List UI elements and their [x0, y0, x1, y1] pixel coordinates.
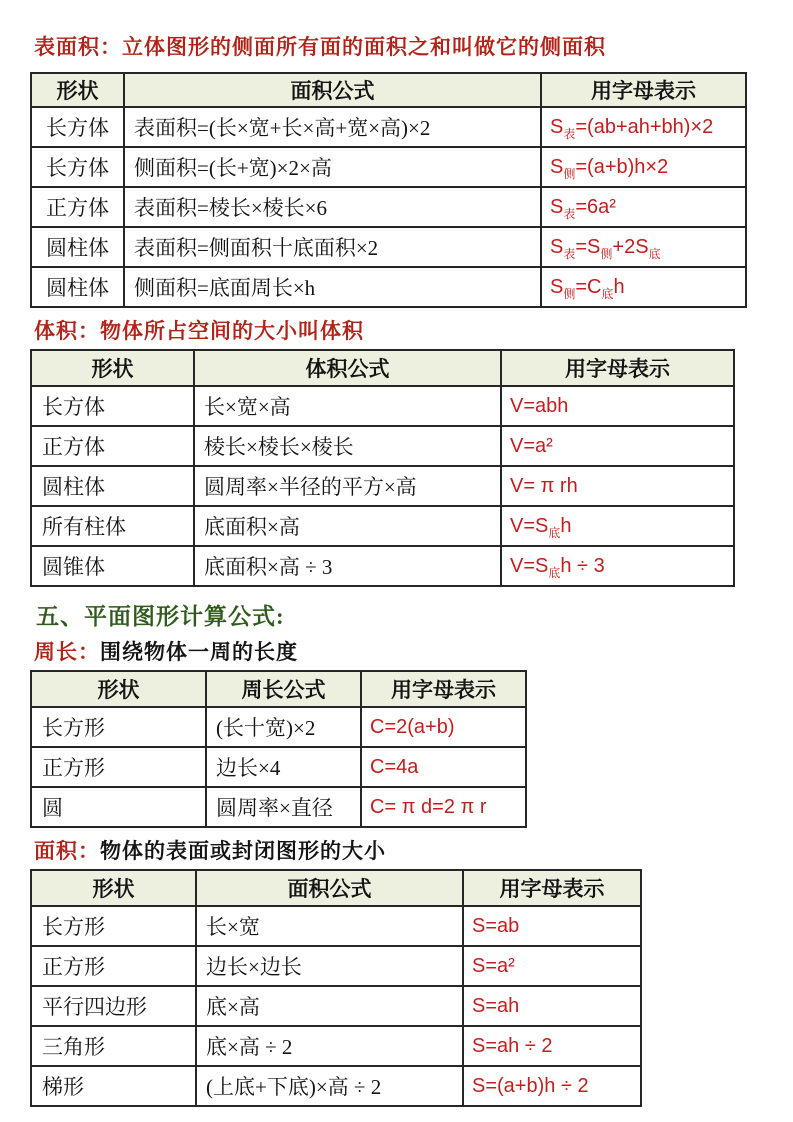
table-row: [31, 906, 641, 946]
column-header-formula: 体积公式: [194, 350, 501, 386]
letter-formula-cell: $S_表=6a^2$: [541, 187, 746, 227]
column-header-shape: 形状: [31, 73, 124, 107]
table-row: [31, 466, 734, 506]
formula-cell: 边长×边长: [196, 946, 463, 986]
letter-formula-cell: $S_表=S_侧+2S_底$: [541, 227, 746, 267]
shape-cell: 圆柱体: [31, 466, 194, 506]
letter-formula-cell: S=ab: [463, 906, 641, 946]
column-header-letters: 用字母表示: [463, 870, 641, 906]
shape-cell: 圆柱体: [31, 227, 124, 267]
shape-cell: 三角形: [31, 1026, 196, 1066]
shape-cell: 正方体: [31, 426, 194, 466]
table-row: [31, 187, 746, 227]
shape-cell: 平行四边形: [31, 986, 196, 1026]
table-row: [31, 747, 526, 787]
section-title-surface-area: [34, 0, 793, 60]
table-row: [31, 267, 746, 307]
formula-cell: 表面积=棱长×棱长×6: [124, 187, 541, 227]
formula-cell: (上底+下底)×高 ÷ 2: [196, 1066, 463, 1106]
shape-cell: 圆锥体: [31, 546, 194, 586]
table-row: [31, 787, 526, 827]
table-row: [31, 227, 746, 267]
table-row: [31, 1066, 641, 1106]
column-header-letters: 用字母表示: [541, 73, 746, 107]
letter-formula-cell: S=a²: [463, 946, 641, 986]
column-header-formula: 周长公式: [206, 671, 361, 707]
formula-cell: 长×宽: [196, 906, 463, 946]
header-row: [31, 350, 734, 386]
column-header-letters: 用字母表示: [501, 350, 734, 386]
formula-cell: 棱长×棱长×棱长: [194, 426, 501, 466]
formula-cell: 底×高 ÷ 2: [196, 1026, 463, 1066]
area-title-label: 面积：: [34, 839, 100, 863]
column-header-formula: 面积公式: [196, 870, 463, 906]
shape-cell: 正方形: [31, 946, 196, 986]
formula-cell: 侧面积=底面周长×h: [124, 267, 541, 307]
shape-cell: 长方形: [31, 707, 206, 747]
letter-formula-cell: V= π rh: [501, 466, 734, 506]
table-row: [31, 1026, 641, 1066]
section-title-area: [34, 838, 793, 864]
letter-formula-cell: S=(a+b)h ÷ 2: [463, 1066, 641, 1106]
shape-cell: 圆: [31, 787, 206, 827]
area-table: [30, 869, 642, 1107]
letter-formula-cell: $V=S_底h \div 3$: [501, 546, 734, 586]
table-row: [31, 506, 734, 546]
perimeter-table: [30, 670, 527, 828]
letter-formula-cell: C=2(a+b): [361, 707, 526, 747]
column-header-shape: 形状: [31, 350, 194, 386]
volume-table: [30, 349, 735, 587]
perimeter-title-label: 周长：: [34, 640, 100, 664]
volume-title-text: 体积：物体所占空间的大小叫体积: [34, 319, 364, 343]
formula-cell: 侧面积=(长+宽)×2×高: [124, 147, 541, 187]
section-title-volume: [34, 318, 793, 344]
shape-cell: 长方体: [31, 107, 124, 147]
table-row: [31, 386, 734, 426]
shape-cell: 所有柱体: [31, 506, 194, 546]
letter-formula-cell: $S_侧=(a+b)h\times 2$: [541, 147, 746, 187]
table-row: [31, 546, 734, 586]
shape-cell: 梯形: [31, 1066, 196, 1106]
header-row: [31, 870, 641, 906]
area-title-desc: 物体的表面或封闭图形的大小: [100, 839, 386, 863]
table-row: [31, 986, 641, 1026]
column-header-shape: 形状: [31, 671, 206, 707]
shape-cell: 正方形: [31, 747, 206, 787]
formula-cell: 表面积=(长×宽+长×高+宽×高)×2: [124, 107, 541, 147]
table-row: [31, 107, 746, 147]
plane-figures-heading: 五、平面图形计算公式:: [36, 604, 285, 629]
table-row: [31, 147, 746, 187]
formula-cell: (长十宽)×2: [206, 707, 361, 747]
formula-cell: 边长×4: [206, 747, 361, 787]
column-header-letters: 用字母表示: [361, 671, 526, 707]
surface-area-table: [30, 72, 747, 308]
formula-cell: 底×高: [196, 986, 463, 1026]
letter-formula-cell: V=a²: [501, 426, 734, 466]
header-row: [31, 671, 526, 707]
formula-cell: 底面积×高: [194, 506, 501, 546]
table-row: [31, 946, 641, 986]
table-row: [31, 707, 526, 747]
section-title-perimeter: [34, 639, 793, 665]
formula-cell: 底面积×高 ÷ 3: [194, 546, 501, 586]
letter-formula-cell: S=ah ÷ 2: [463, 1026, 641, 1066]
letter-formula-cell: $S_表=(ab+ah+bh)\times 2$: [541, 107, 746, 147]
shape-cell: 圆柱体: [31, 267, 124, 307]
letter-formula-cell: C= π d=2 π r: [361, 787, 526, 827]
table-row: [31, 426, 734, 466]
formula-cell: 表面积=侧面积十底面积×2: [124, 227, 541, 267]
perimeter-title-desc: 围绕物体一周的长度: [100, 640, 298, 664]
shape-cell: 长方形: [31, 906, 196, 946]
letter-formula-cell: C=4a: [361, 747, 526, 787]
letter-formula-cell: S=ah: [463, 986, 641, 1026]
shape-cell: 正方体: [31, 187, 124, 227]
formula-cell: 圆周率×半径的平方×高: [194, 466, 501, 506]
letter-formula-cell: V=abh: [501, 386, 734, 426]
letter-formula-cell: $V=S_底h$: [501, 506, 734, 546]
shape-cell: 长方体: [31, 386, 194, 426]
header-row: [31, 73, 746, 107]
surface-area-title-text: 表面积：立体图形的侧面所有面的面积之和叫做它的侧面积: [34, 35, 606, 59]
formula-cell: 圆周率×直径: [206, 787, 361, 827]
column-header-formula: 面积公式: [124, 73, 541, 107]
column-header-shape: 形状: [31, 870, 196, 906]
letter-formula-cell: $S_侧=C_底h$: [541, 267, 746, 307]
shape-cell: 长方体: [31, 147, 124, 187]
formula-cell: 长×宽×高: [194, 386, 501, 426]
